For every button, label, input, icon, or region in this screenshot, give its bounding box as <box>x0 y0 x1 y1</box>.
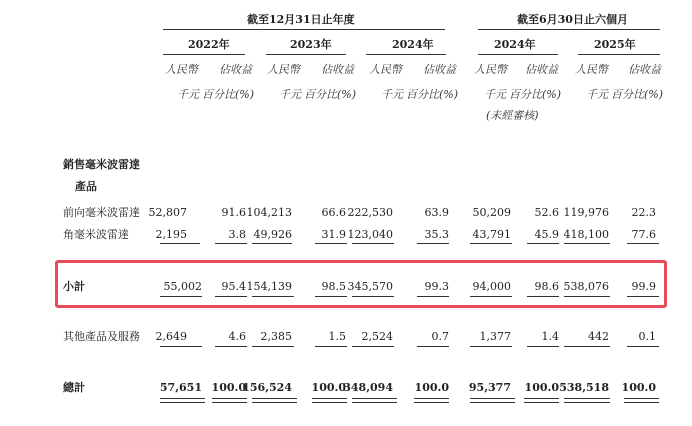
rule-subtotal-under-2023-rmb <box>252 296 294 297</box>
cell-forward-2024h1-pct: 52.6 <box>534 206 559 219</box>
cell-total-2024-pct: 100.0 <box>414 381 449 394</box>
year-header-2024: 2024年 <box>392 38 434 51</box>
cell-subtotal-2022-rmb: 55,002 <box>163 280 202 293</box>
rule-subtotal-2024h1-pct <box>527 243 559 244</box>
cell-total-2023-pct: 100.0 <box>311 381 346 394</box>
period-year-underline <box>163 29 445 30</box>
year-header-2022: 2022年 <box>188 38 230 51</box>
dbl-rule-total-2022-pct <box>212 398 247 403</box>
dbl-rule-total-2023-rmb <box>252 398 297 403</box>
cell-subtotal-2023-rmb: 154,139 <box>246 280 292 293</box>
year-underline-2024-h1 <box>478 54 558 55</box>
pct-unit-2023: 百分比(%) <box>304 88 357 101</box>
pct-unit-2024: 百分比(%) <box>406 88 459 101</box>
dbl-rule-total-2024h1-rmb <box>470 398 515 403</box>
rule-subtotal-under-2023-pct <box>315 296 347 297</box>
cell-corner-2024h1-rmb: 43,791 <box>472 228 511 241</box>
cell-forward-2025h1-rmb: 119,976 <box>563 206 609 219</box>
rule-other-2023-pct <box>315 346 347 347</box>
cell-corner-2024h1-pct: 45.9 <box>534 228 559 241</box>
currency-label-2023: 人民幣 <box>267 63 300 76</box>
cell-forward-2024-rmb: 222,530 <box>347 206 393 219</box>
rule-subtotal-under-2025h1-rmb <box>564 296 610 297</box>
year-header-2023: 2023年 <box>290 38 332 51</box>
dbl-rule-total-2023-pct <box>312 398 347 403</box>
pct-label-2024-h1: 佔收益 <box>525 63 558 76</box>
cell-subtotal-2024h1-pct: 98.6 <box>534 280 559 293</box>
cell-total-2024-rmb: 348,094 <box>343 381 393 394</box>
pct-unit-2025-h1: 百分比(%) <box>611 88 664 101</box>
row-label-sales-mmwave: 銷售毫米波雷達 <box>63 158 140 171</box>
year-header-2024-h1: 2024年 <box>494 38 536 51</box>
rule-subtotal-2024h1-rmb <box>470 243 512 244</box>
cell-subtotal-2025h1-pct: 99.9 <box>631 280 656 293</box>
rule-other-2022-rmb <box>160 346 202 347</box>
rule-other-2022-pct <box>215 346 247 347</box>
cell-total-2025h1-rmb: 538,518 <box>559 381 609 394</box>
cell-corner-2022-rmb: 2,195 <box>155 228 187 241</box>
pct-unit-2024-h1: 百分比(%) <box>509 88 562 101</box>
row-label-corner-radar: 角毫米波雷達 <box>63 228 129 241</box>
cell-subtotal-2023-pct: 98.5 <box>321 280 346 293</box>
rule-subtotal-under-2022-pct <box>215 296 247 297</box>
cell-other-2022-pct: 4.6 <box>228 330 246 343</box>
cell-corner-2022-pct: 3.8 <box>228 228 246 241</box>
currency-unit-2023: 千元 <box>279 88 301 101</box>
cell-forward-2024-pct: 63.9 <box>424 206 449 219</box>
rule-subtotal-under-2024-pct <box>417 296 449 297</box>
period-halfyear-underline <box>478 29 660 30</box>
dbl-rule-total-2025h1-rmb <box>564 398 610 403</box>
currency-unit-2025-h1: 千元 <box>586 88 608 101</box>
dbl-rule-total-2024-pct <box>414 398 449 403</box>
cell-corner-2025h1-rmb: 418,100 <box>563 228 609 241</box>
year-underline-2023 <box>266 54 346 55</box>
cell-other-2024-rmb: 2,524 <box>361 330 393 343</box>
cell-total-2024h1-rmb: 95,377 <box>468 381 511 394</box>
rule-subtotal-under-2025h1-pct <box>627 296 659 297</box>
period-halfyear-header: 截至6月30日止六個月 <box>517 13 628 26</box>
currency-unit-2022: 千元 <box>177 88 199 101</box>
rule-subtotal-2025h1-pct <box>627 243 659 244</box>
cell-total-2022-pct: 100.0 <box>211 381 246 394</box>
cell-total-2024h1-pct: 100.0 <box>524 381 559 394</box>
cell-other-2025h1-pct: 0.1 <box>638 330 656 343</box>
cell-total-2023-rmb: 156,524 <box>242 381 292 394</box>
currency-label-2024-h1: 人民幣 <box>474 63 507 76</box>
cell-forward-2022-rmb: 52,807 <box>148 206 187 219</box>
rule-other-2025h1-rmb <box>564 346 610 347</box>
pct-label-2022: 佔收益 <box>219 63 252 76</box>
rule-subtotal-2023-rmb <box>252 243 292 244</box>
cell-forward-2023-pct: 66.6 <box>321 206 346 219</box>
cell-other-2023-rmb: 2,385 <box>260 330 292 343</box>
cell-total-2025h1-pct: 100.0 <box>621 381 656 394</box>
cell-other-2024-pct: 0.7 <box>431 330 449 343</box>
cell-corner-2025h1-pct: 77.6 <box>631 228 656 241</box>
rule-other-2025h1-pct <box>627 346 659 347</box>
rule-subtotal-under-2024-rmb <box>352 296 394 297</box>
dbl-rule-total-2024-rmb <box>352 398 397 403</box>
cell-other-2023-pct: 1.5 <box>328 330 346 343</box>
year-underline-2024 <box>366 54 446 55</box>
cell-other-2025h1-rmb: 442 <box>588 330 609 343</box>
cell-subtotal-2025h1-rmb: 538,076 <box>563 280 609 293</box>
cell-other-2022-rmb: 2,649 <box>155 330 187 343</box>
row-label-total: 總計 <box>63 381 85 394</box>
currency-unit-2024-h1: 千元 <box>484 88 506 101</box>
cell-corner-2023-rmb: 49,926 <box>253 228 292 241</box>
cell-subtotal-2024-pct: 99.3 <box>424 280 449 293</box>
currency-label-2022: 人民幣 <box>165 63 198 76</box>
unaudited-note: (未經審核) <box>486 109 539 122</box>
rule-other-2024-rmb <box>352 346 394 347</box>
rule-subtotal-2024-pct <box>417 243 449 244</box>
cell-forward-2023-rmb: 104,213 <box>246 206 292 219</box>
rule-other-2024-pct <box>417 346 449 347</box>
rule-subtotal-under-2024h1-rmb <box>470 296 512 297</box>
cell-other-2024h1-rmb: 1,377 <box>479 330 511 343</box>
dbl-rule-total-2022-rmb <box>160 398 205 403</box>
rule-other-2024h1-rmb <box>470 346 512 347</box>
year-underline-2022 <box>163 54 245 55</box>
currency-label-2024: 人民幣 <box>369 63 402 76</box>
cell-total-2022-rmb: 57,651 <box>159 381 202 394</box>
cell-subtotal-2024-rmb: 345,570 <box>347 280 393 293</box>
rule-subtotal-2024-rmb <box>352 243 394 244</box>
rule-subtotal-under-2024h1-pct <box>527 296 559 297</box>
year-underline-2025-h1 <box>578 54 660 55</box>
row-label-subtotal: 小計 <box>63 280 85 293</box>
dbl-rule-total-2025h1-pct <box>624 398 659 403</box>
cell-corner-2023-pct: 31.9 <box>321 228 346 241</box>
cell-subtotal-2024h1-rmb: 94,000 <box>472 280 511 293</box>
pct-label-2023: 佔收益 <box>321 63 354 76</box>
row-label-forward-radar: 前向毫米波雷達 <box>63 206 140 219</box>
cell-corner-2024-rmb: 123,040 <box>347 228 393 241</box>
period-year-header: 截至12月31日止年度 <box>247 13 355 26</box>
cell-corner-2024-pct: 35.3 <box>424 228 449 241</box>
currency-label-2025-h1: 人民幣 <box>575 63 608 76</box>
rule-subtotal-2022-pct <box>215 243 247 244</box>
row-label-other-products: 其他產品及服務 <box>63 330 140 343</box>
currency-unit-2024: 千元 <box>381 88 403 101</box>
rule-subtotal-2022-rmb <box>160 243 200 244</box>
pct-label-2024: 佔收益 <box>423 63 456 76</box>
rule-other-2024h1-pct <box>527 346 559 347</box>
pct-label-2025-h1: 佔收益 <box>628 63 661 76</box>
row-label-sales-mmwave-line2: 產品 <box>75 180 97 193</box>
cell-forward-2022-pct: 91.6 <box>221 206 246 219</box>
cell-other-2024h1-pct: 1.4 <box>541 330 559 343</box>
cell-subtotal-2022-pct: 95.4 <box>221 280 246 293</box>
rule-subtotal-under-2022-rmb <box>160 296 202 297</box>
pct-unit-2022: 百分比(%) <box>202 88 255 101</box>
rule-subtotal-2025h1-rmb <box>564 243 610 244</box>
cell-forward-2025h1-pct: 22.3 <box>631 206 656 219</box>
rule-other-2023-rmb <box>252 346 294 347</box>
rule-subtotal-2023-pct <box>315 243 347 244</box>
dbl-rule-total-2024h1-pct <box>524 398 559 403</box>
year-header-2025-h1: 2025年 <box>594 38 636 51</box>
cell-forward-2024h1-rmb: 50,209 <box>472 206 511 219</box>
